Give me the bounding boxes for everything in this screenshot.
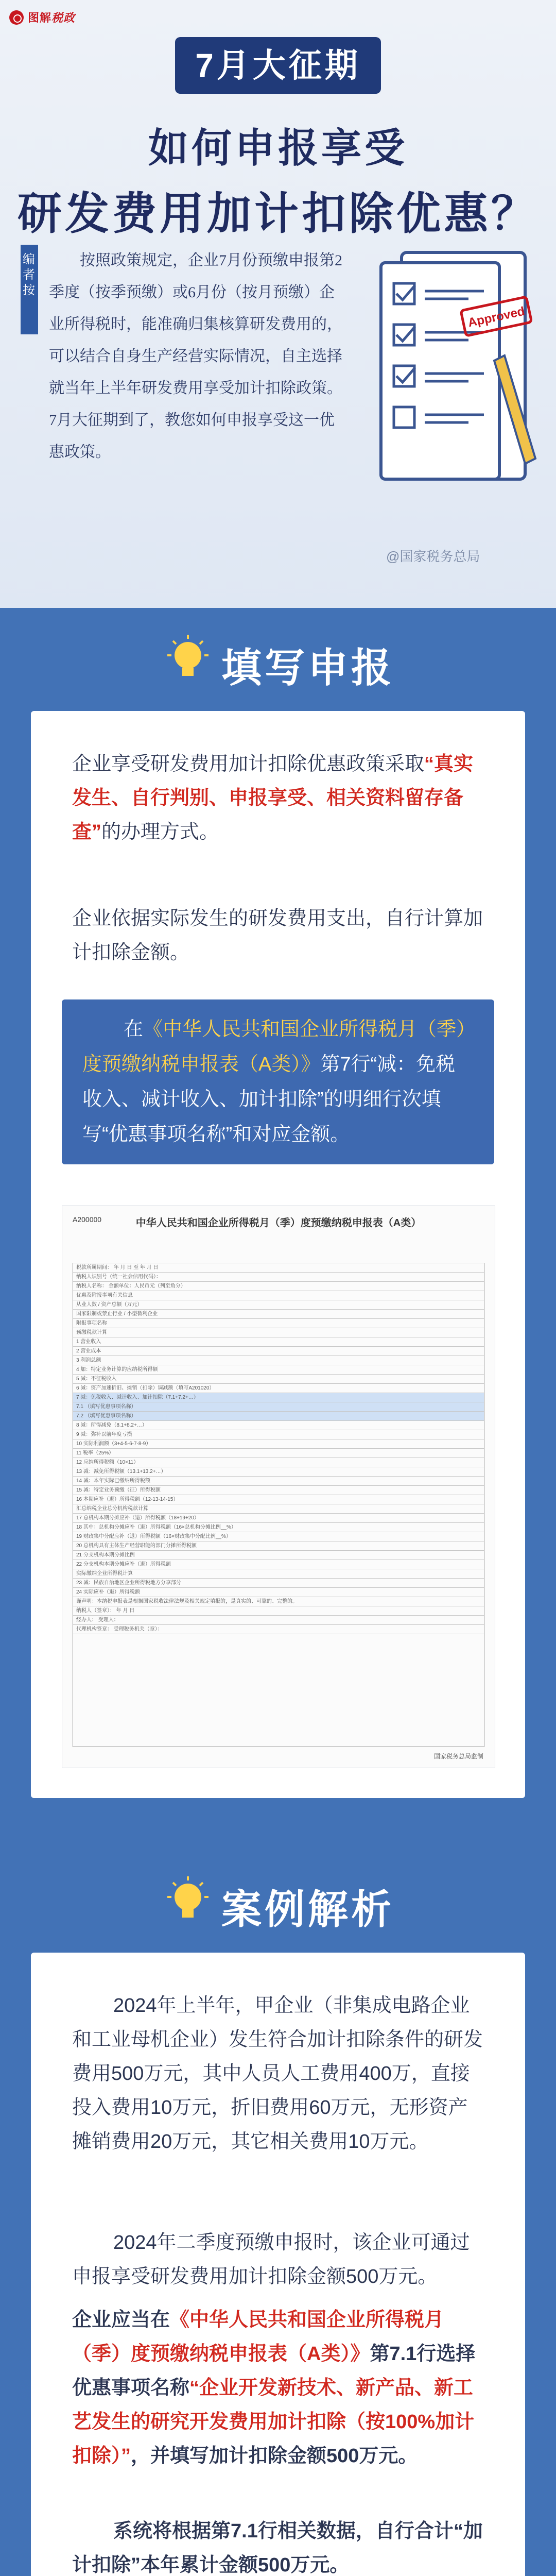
intro-paragraph: 按照政策规定，企业7月份预缴申报第2季度（按季预缴）或6月份（按月预缴）企业所得税时，能准确归集核算研发费用的，可以结合自身生产经营实际情况，自主选择就当年上半年研发费用享受加计扣除政策。7月大征期到了，教您如何申报享受这一优惠政策。 <box>49 252 342 461</box>
form-code: A200000 <box>73 1215 102 1224</box>
form-title: 中华人民共和国企业所得税月（季）度预缴纳税申报表（A类） <box>135 1217 422 1229</box>
form-row: 23 减：民族自治地区企业所得税地方分享部分 <box>73 1579 484 1588</box>
form-row: 20 总机构具有主体生产经营职能的部门分摊所得税额 <box>73 1541 484 1551</box>
form-row: 纳税人（签章）： 年 月 日 <box>73 1606 484 1616</box>
editor-note-label: 编者按 <box>21 245 38 334</box>
form-row: 10 实际利润额（3+4-5-6-7-8-9） <box>73 1439 484 1449</box>
lightbulb-icon <box>165 634 211 685</box>
para-case-how: 企业应当在《中华人民共和国企业所得税月（季）度预缴纳税申报表（A类）》第7.1行选择优惠事项名称“企业开发新技术、新产品、新工艺发生的研究开发费用加计扣除（按100%加计扣除）”，并填写加计扣除金额500万元。 <box>72 2309 476 2467</box>
brand-logo <box>9 9 75 25</box>
form-row: 7.1 （填写优惠事项名称） <box>73 1402 484 1412</box>
form-row: 优惠及附报事项有关信息 <box>73 1291 484 1300</box>
form-row: 11 税率（25%） <box>73 1449 484 1458</box>
section-title: 案例解析 <box>221 1887 395 1932</box>
brand-logo-tax: 税政 <box>51 11 76 24</box>
form-row: 13 减：减免所得税额（13.1+13.2+…） <box>73 1467 484 1477</box>
form-row: 纳税人识别号（统一社会信用代码）： <box>73 1273 484 1282</box>
form-row: 3 利润总额 <box>73 1356 484 1365</box>
section-card-case <box>31 1953 525 2576</box>
para-case-background: 2024年上半年，甲企业（非集成电路企业和工业母机企业）发生符合加计扣除条件的研发费用500万元，其中人员人工费用400万，直接投入费用10万元，折旧费用60万元，无形资产摊销费用20万元，其它相关费用10万元。 <box>72 1995 483 2153</box>
form-row: 9 减：弥补以前年度亏损 <box>73 1430 484 1439</box>
form-table <box>73 1263 484 1747</box>
page-title-line2: 研发费用加计扣除优惠？ <box>18 189 538 239</box>
form-row: 经办人： 受理人： <box>73 1616 484 1625</box>
form-row: 5 减：不征税收入 <box>73 1375 484 1384</box>
form-row: 从业人数 / 资产总额（万元） <box>73 1300 484 1310</box>
form-row: 汇总纳税企业总分机构税款计算 <box>73 1504 484 1514</box>
form-row: 6 减：资产加速折旧、摊销（扣除）调减额（填写A201020） <box>73 1384 484 1393</box>
form-row: 纳税人名称： 金额单位：人民币元（列至角分） <box>73 1282 484 1291</box>
period-badge: 7月大征期 <box>175 37 381 94</box>
page-title-line1: 如何申报享受 <box>148 125 408 171</box>
checklist-document-illustration <box>371 242 546 500</box>
form-row: 22 分支机构本期分摊应补（退）所得税额 <box>73 1560 484 1569</box>
brand-logo-icon <box>9 10 24 25</box>
form-row: 实际缴纳企业所得税计算 <box>73 1569 484 1579</box>
form-row: 24 实际应补（退）所得税额 <box>73 1588 484 1597</box>
form-row: 8 减：所得减免（8.1+8.2+…） <box>73 1421 484 1430</box>
section-card-fill-in <box>31 711 525 1798</box>
para-case-system: 系统将根据第7.1行相关数据，自行合计“加计扣除”本年累计金额500万元。 <box>72 2520 483 2576</box>
lightbulb-icon <box>165 1875 211 1927</box>
para-policy-method: 企业享受研发费用加计扣除优惠政策采取“真实发生、自行判别、申报享受、相关资料留存备查”的办理方式。 <box>72 753 474 843</box>
para-case-q2: 2024年二季度预缴申报时，该企业可通过申报享受研发费用加计扣除金额500万元。 <box>72 2232 470 2287</box>
form-row: 2 营业成本 <box>73 1347 484 1356</box>
form-row: 1 营业收入 <box>73 1337 484 1347</box>
brand-logo-prefix: 图解 <box>28 11 52 24</box>
form-row: 国家限制或禁止行业 / 小型微利企业 <box>73 1310 484 1319</box>
form-row: 18 其中：总机构分摊应补（退）所得税额（16×总机构分摊比例__%） <box>73 1523 484 1532</box>
para-self-calc: 企业依据实际发生的研发费用支出，自行计算加计扣除金额。 <box>72 908 483 963</box>
form-footer: 国家税务总局监制 <box>433 1753 483 1760</box>
form-row: 预缴税款计算 <box>73 1328 484 1337</box>
approved-stamp-text: Approved <box>466 304 526 330</box>
form-row: 谨声明：本纳税申报表是根据国家税收法律法规及相关规定填报的，是真实的、可靠的、完整的。 <box>73 1597 484 1606</box>
form-row: 附报事项名称 <box>73 1319 484 1328</box>
form-row: 17 总机构本期分摊应补（退）所得税额（18+19+20） <box>73 1514 484 1523</box>
watermark: @国家税务总局 <box>386 549 480 564</box>
form-row: 代理机构签章： 受理税务机关（章）： <box>73 1625 484 1634</box>
form-row: 14 减：本年实际已缴纳所得税额 <box>73 1477 484 1486</box>
section-title: 填写申报 <box>221 645 395 690</box>
form-row: 7.2 （填写优惠事项名称） <box>73 1412 484 1421</box>
declaration-form-image <box>62 1206 495 1768</box>
form-row: 16 本期应补（退）所得税额（12-13-14-15） <box>73 1495 484 1504</box>
form-row: 19 财政集中分配应补（退）所得税额（16×财政集中分配比例__%） <box>73 1532 484 1541</box>
section-head-fill-in <box>0 629 556 690</box>
section-head-case <box>0 1870 556 1932</box>
form-row: 7 减：免税收入、减计收入、加计扣除（7.1+7.2+…） <box>73 1393 484 1402</box>
form-row: 15 减：特定业务预缴（征）所得税额 <box>73 1486 484 1495</box>
form-row: 税款所属期间： 年 月 日 至 年 月 日 <box>73 1263 484 1273</box>
form-row: 12 应纳所得税额（10×11） <box>73 1458 484 1467</box>
form-row: 21 分支机构本期分摊比例 <box>73 1551 484 1560</box>
highlight-instruction: 在《中华人民共和国企业所得税月（季）度预缴纳税申报表（A类）》第7行“减：免税收入、减计收入、加计扣除”的明细行次填写“优惠事项名称”和对应金额。 <box>62 999 494 1164</box>
form-row: 4 加：特定业务计算的应纳税所得额 <box>73 1365 484 1375</box>
